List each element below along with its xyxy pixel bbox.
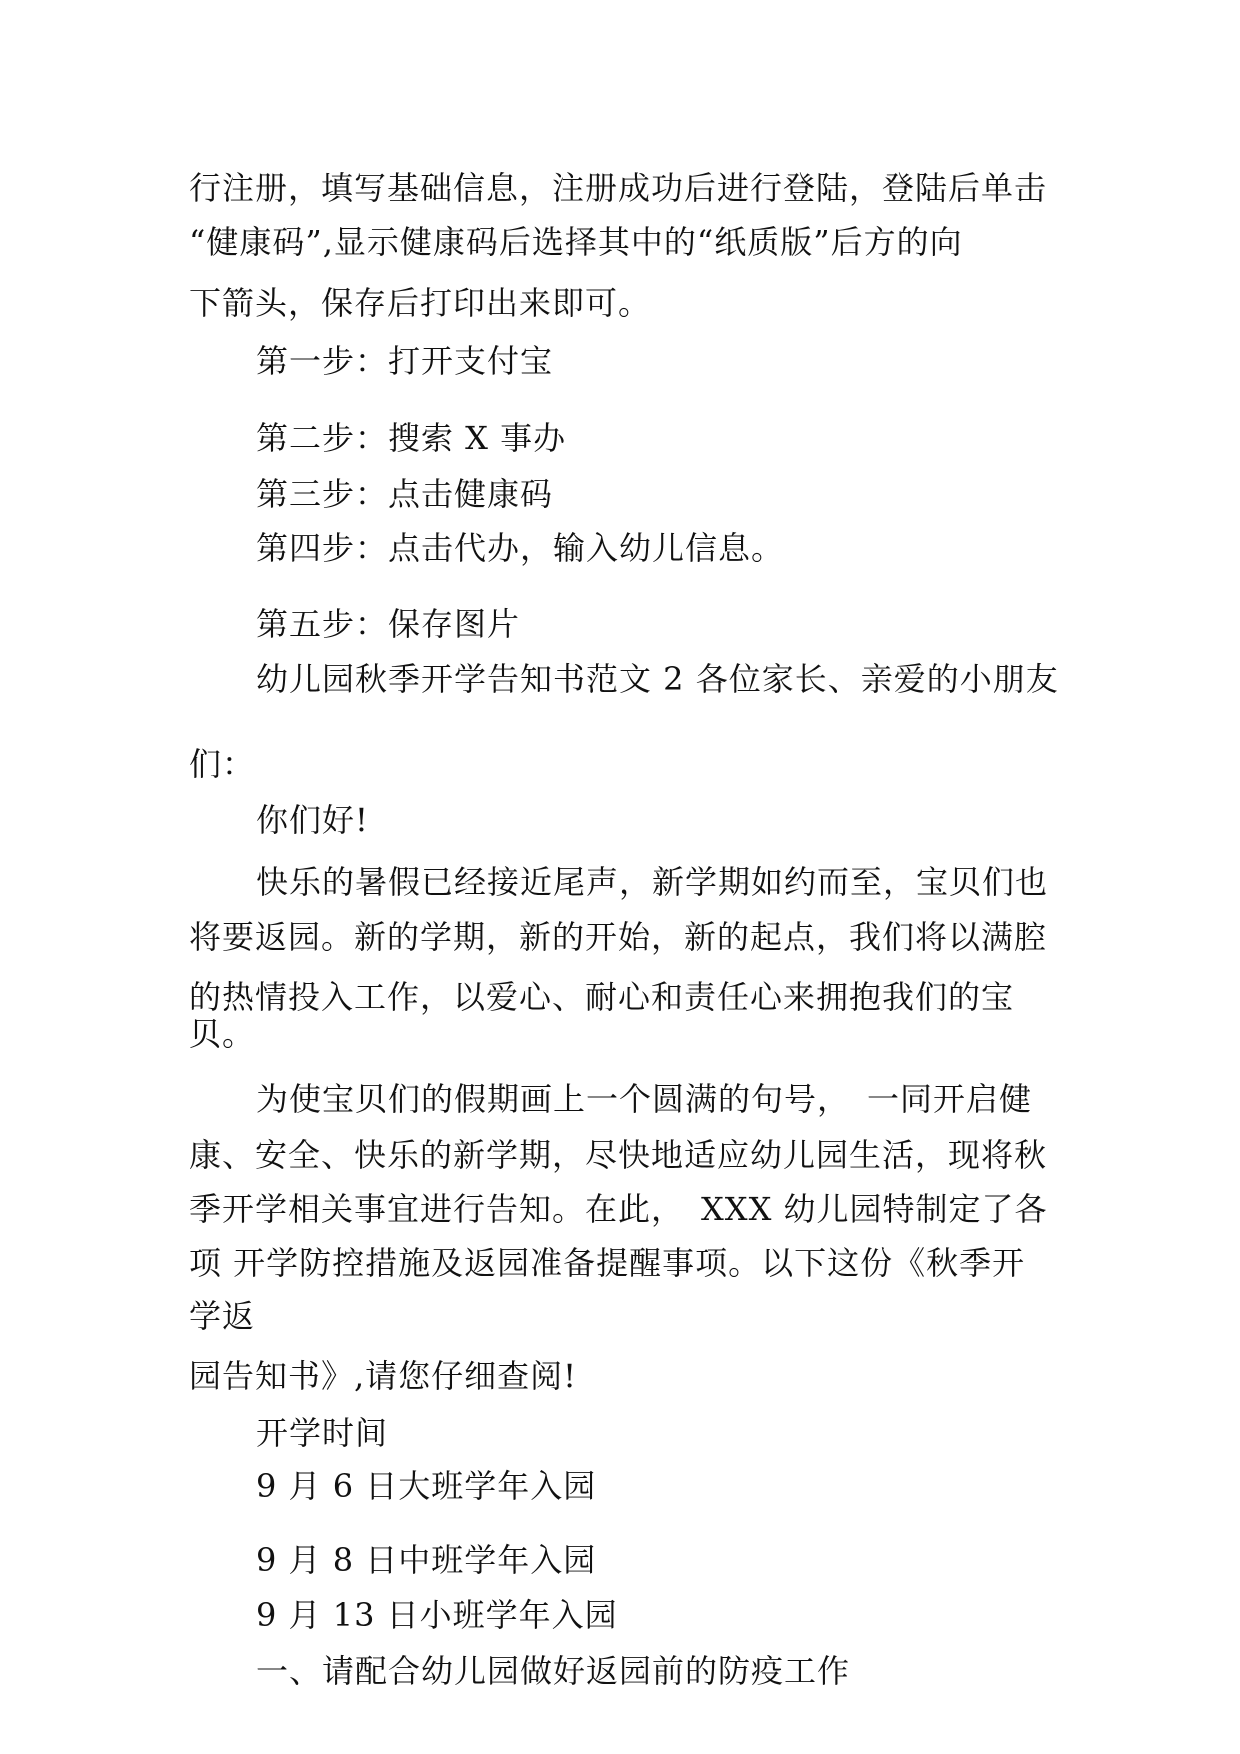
schedule-line: 9 月 8 日中班学年入园 — [256, 1541, 597, 1579]
paragraph-line: 将要返园。新的学期，新的开始，新的起点，我们将以满腔 — [189, 918, 1048, 956]
paragraph-line: 贝。 — [189, 1015, 256, 1053]
paragraph-line: 项 开学防控措施及返园准备提醒事项。以下这份《秋季开 — [189, 1244, 1026, 1282]
paragraph-line: 们： — [189, 745, 256, 783]
step-2-line: 第二步：搜索 X 事办 — [256, 419, 567, 457]
paragraph-line: “健康码”,显示健康码后选择其中的“纸质版”后方的向 — [189, 223, 963, 261]
section-heading-line: 幼儿园秋季开学告知书范文 2 各位家长、亲爱的小朋友 — [256, 660, 1059, 698]
schedule-line: 9 月 6 日大班学年入园 — [256, 1467, 597, 1505]
paragraph-line: 园告知书》,请您仔细查阅! — [189, 1357, 578, 1395]
schedule-line: 9 月 13 日小班学年入园 — [256, 1596, 618, 1634]
paragraph-line: 康、安全、快乐的新学期，尽快地适应幼儿园生活，现将秋 — [189, 1136, 1048, 1174]
step-1-line: 第一步：打开支付宝 — [256, 342, 554, 380]
paragraph-line: 快乐的暑假已经接近尾声，新学期如约而至，宝贝们也 — [256, 863, 1049, 901]
step-4-line: 第四步：点击代办，输入幼儿信息。 — [256, 529, 785, 567]
paragraph-line: 为使宝贝们的假期画上一个圆满的句号， 一同开启健 — [256, 1080, 1033, 1118]
paragraph-line: 季开学相关事宜进行告知。在此， XXX 幼儿园特制定了各 — [189, 1190, 1048, 1228]
section-heading-line: 一、请配合幼儿园做好返园前的防疫工作 — [256, 1652, 851, 1690]
paragraph-line: 的热情投入工作，以爱心、耐心和责任心来拥抱我们的宝 — [189, 978, 1015, 1016]
schedule-heading-line: 开学时间 — [256, 1414, 389, 1452]
paragraph-line: 学返 — [189, 1297, 256, 1335]
step-3-line: 第三步：点击健康码 — [256, 475, 554, 513]
greeting-line: 你们好! — [256, 801, 369, 839]
step-5-line: 第五步：保存图片 — [256, 605, 521, 643]
paragraph-line: 下箭头，保存后打印出来即可。 — [189, 284, 652, 322]
paragraph-line: 行注册，填写基础信息，注册成功后进行登陆，登陆后单击 — [189, 169, 1048, 207]
